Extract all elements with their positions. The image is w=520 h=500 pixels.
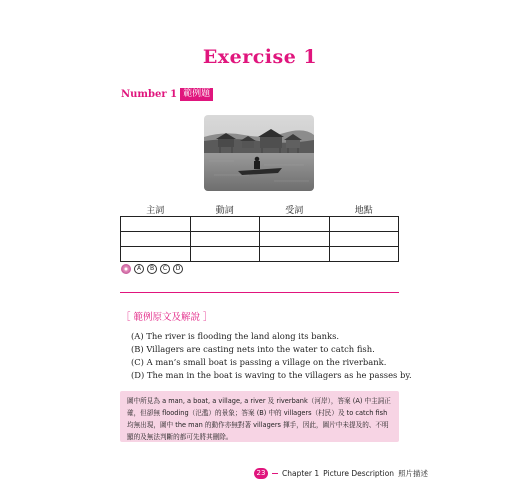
table-cell[interactable] — [329, 232, 399, 247]
option-c[interactable]: C — [160, 264, 170, 274]
option-d[interactable]: D — [173, 264, 183, 274]
exercise-title: Exercise 1 — [202, 46, 318, 68]
explanation-text: 圖中所見為 a man, a boat, a village, a river 及 riverbank（河岸），答案 (A) 中主詞正確，但卻無 flooding（氾濫）的景象；答案 (B) 中的 villagers（村民）及 to catch fish 均無出現，圖中 the man 的動作亦無對著 villagers 揮手，因此，圖片中未提及的、不明顯的及無法判斷的都可先將其刪除。 — [127, 397, 391, 441]
option-a[interactable]: A — [134, 264, 144, 274]
option-b[interactable]: B — [147, 264, 157, 274]
table-cell[interactable] — [121, 217, 191, 232]
table-cell[interactable] — [260, 217, 330, 232]
photo-illustration — [204, 115, 314, 191]
table-row — [121, 217, 399, 232]
table-cell[interactable] — [121, 247, 191, 262]
analysis-table — [120, 203, 399, 262]
table-row — [121, 232, 399, 247]
sentence-list — [131, 330, 412, 382]
cd-audio-icon[interactable] — [121, 264, 131, 274]
table-row — [121, 247, 399, 262]
footer-chapter-title: Picture Description — [323, 469, 395, 478]
page-number: 23 — [254, 468, 268, 479]
table-cell[interactable] — [329, 247, 399, 262]
table-cell[interactable] — [190, 217, 260, 232]
section-heading: ［ 範例原文及解說 ］ — [121, 312, 213, 323]
header-object: 受詞 — [285, 206, 304, 216]
answer-options — [121, 264, 183, 274]
table-cell[interactable] — [121, 232, 191, 247]
table-cell[interactable] — [190, 232, 260, 247]
table-cell[interactable] — [260, 247, 330, 262]
number-label: Number 1 — [121, 88, 178, 100]
page-footer — [254, 468, 428, 479]
table-cell[interactable] — [329, 217, 399, 232]
header-subject: 主詞 — [146, 206, 165, 216]
section-divider — [120, 292, 399, 293]
sentence-c: (C) A man’s small boat is passing a village on the riverbank. — [131, 357, 387, 367]
table-header-row — [121, 203, 399, 217]
header-place: 地點 — [354, 206, 373, 216]
sentence-b: (B) Villagers are casting nets into the water to catch fish. — [131, 344, 375, 354]
example-tag: 範例題 — [180, 88, 213, 101]
sentence-a: (A) The river is flooding the land along its banks. — [131, 331, 340, 341]
footer-dash — [272, 473, 278, 474]
sentence-d: (D) The man in the boat is waving to the villagers as he passes by. — [131, 370, 412, 380]
question-number — [121, 87, 213, 101]
footer-chapter-title-zh: 照片描述 — [398, 469, 429, 478]
table-cell[interactable] — [260, 232, 330, 247]
header-verb: 動詞 — [215, 206, 234, 216]
footer-chapter: Chapter 1 — [282, 469, 320, 478]
table-cell[interactable] — [190, 247, 260, 262]
river-village-photo — [204, 115, 314, 191]
